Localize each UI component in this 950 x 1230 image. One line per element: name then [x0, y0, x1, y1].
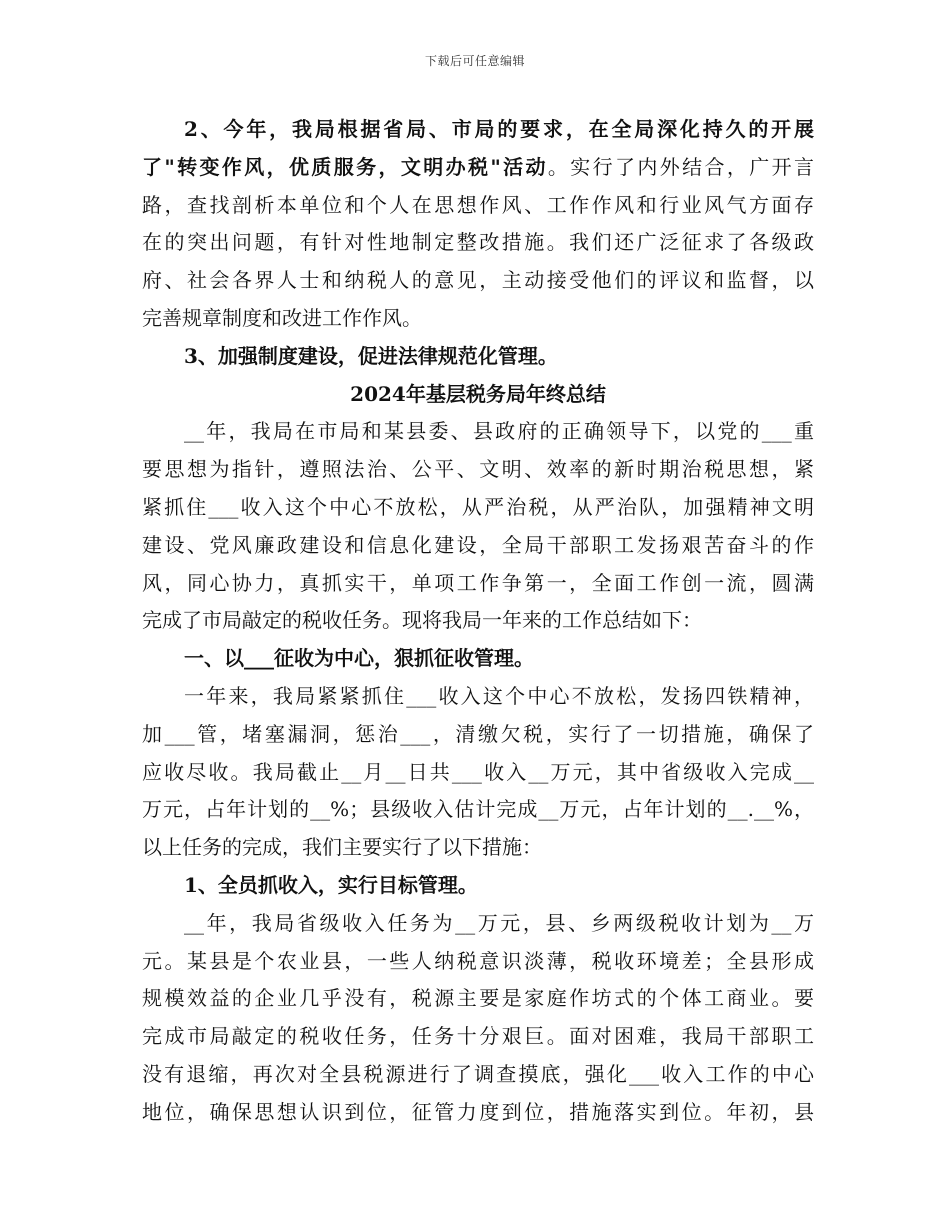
text-line: 元。某县是个农业县，一些人纳税意识淡薄，税收环境差；全县形成	[142, 948, 814, 973]
text-line: 1、全员抓收入，实行目标管理。	[184, 872, 478, 897]
text-line: 一、以___征收为中心，狠抓征收管理。	[184, 646, 534, 671]
text-segment: 。实行了内外结合，广开言	[547, 154, 814, 179]
text-line: 完成市局敲定的税收任务，任务十分艰巨。面对困难，我局干部职工	[142, 1024, 814, 1049]
text-line: 要思想为指针，遵照法治、公平、文明、效率的新时期治税思想，紧	[142, 457, 814, 482]
text-line: __年，我局省级收入任务为__万元，县、乡两级税收计划为__万	[184, 910, 814, 935]
text-line: 府、社会各界人士和纳税人的意见，主动接受他们的评议和监督，以	[142, 268, 814, 293]
text-line: 完善规章制度和改进工作作风。	[142, 305, 422, 330]
text-line	[142, 149, 814, 187]
text-line: 规模效益的企业几乎没有，税源主要是家庭作坊式的个体工商业。要	[142, 986, 814, 1011]
text-line: 3、加强制度建设，促进法律规范化管理。	[184, 343, 558, 368]
text-line: 在的突出问题，有针对性地制定整改措施。我们还广泛征求了各级政	[142, 230, 814, 255]
page-header: 下载后可任意编辑	[424, 54, 525, 68]
document-title: 2024年基层税务局年终总结	[350, 381, 606, 406]
text-line: 完成了市局敲定的税收任务。现将我局一年来的工作总结如下：	[142, 608, 702, 633]
text-line: 万元，占年计划的__%；县级收入估计完成__万元，占年计划的__.__%，	[142, 797, 814, 822]
text-line: 应收尽收。我局截止__月__日共___收入__万元，其中省级收入完成__	[142, 759, 814, 784]
text-line: __年，我局在市局和某县委、县政府的正确领导下，以党的___重	[184, 419, 814, 444]
bold-text-segment: 了"转变作风，优质服务，文明办税"活动	[142, 154, 548, 179]
text-line: 一年来，我局紧紧抓住___收入这个中心不放松，发扬四铁精神，	[184, 683, 814, 708]
text-line: 路，查找剖析本单位和个人在思想作风、工作作风和行业风气方面存	[142, 192, 814, 217]
document-body	[142, 111, 814, 1132]
text-line: 紧抓住___收入这个中心不放松，从严治税，从严治队，加强精神文明	[142, 494, 814, 519]
text-line: 加___管，堵塞漏洞，惩治___，清缴欠税，实行了一切措施，确保了	[142, 721, 814, 746]
text-line: 风，同心协力，真抓实干，单项工作争第一，全面工作创一流，圆满	[142, 570, 814, 595]
text-line: 以上任务的完成，我们主要实行了以下措施：	[142, 835, 542, 860]
text-line: 建设、党风廉政建设和信息化建设，全局干部职工发扬艰苦奋斗的作	[142, 532, 814, 557]
text-line: 地位，确保思想认识到位，征管力度到位，措施落实到位。年初，县	[142, 1099, 814, 1124]
text-line: 2、今年，我局根据省局、市局的要求，在全局深化持久的开展	[184, 117, 814, 141]
text-line: 没有退缩，再次对全县税源进行了调查摸底，强化___收入工作的中心	[142, 1061, 814, 1086]
